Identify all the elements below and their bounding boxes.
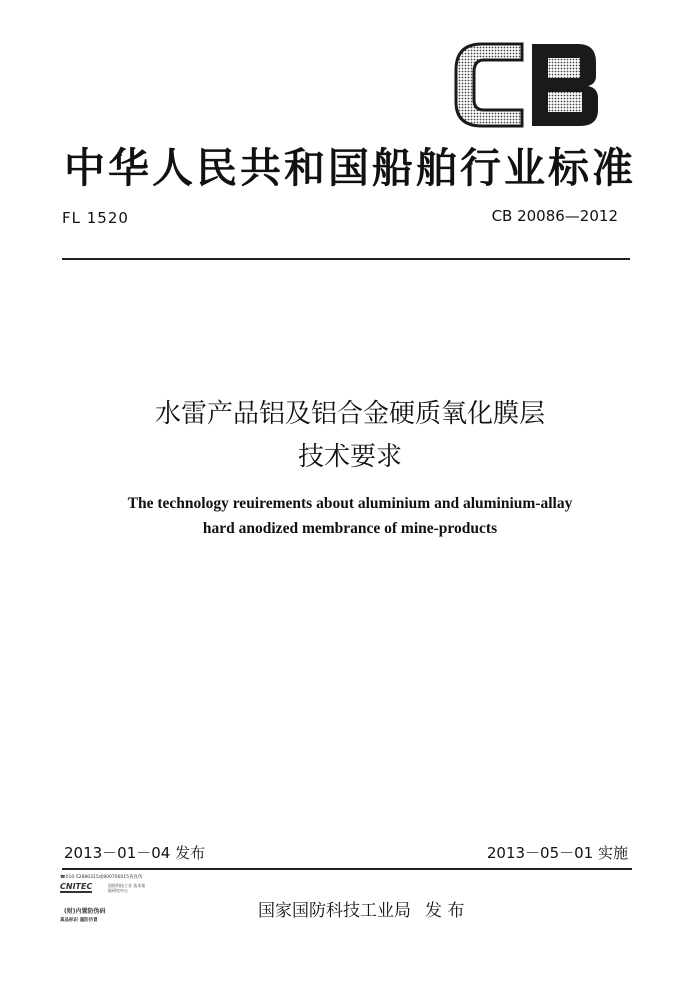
chinese-title-line2: 技术要求 [297, 442, 402, 472]
bottom-divider [62, 868, 632, 870]
top-divider [62, 258, 630, 260]
issue-date: 2013－01－04 发布 [64, 844, 206, 862]
stamp-line1: ☎010-52880315或800706015查真伪 [60, 875, 143, 880]
classification-code: FL 1520 [62, 209, 129, 227]
stamp-line4: 真品标识 谨防仿冒 [60, 918, 98, 923]
english-title-line1: The technology reuirements about aluminium and aluminium-allay [127, 495, 573, 512]
chinese-title-line1: 水雷产品铝及铝合金硬质氧化膜层 [154, 399, 545, 429]
stamp-line3: (财)内置防伪码 [64, 908, 106, 915]
publish-word: 发 布 [425, 901, 465, 921]
stamp-brand: CNITEC [60, 882, 93, 891]
publisher-name: 国家国防科技工业局 [258, 901, 411, 921]
cb-logo-graphic [452, 40, 602, 130]
publisher [258, 896, 464, 921]
english-title-line2: hard anodized membrance of mine-products [202, 520, 498, 537]
standard-title: 中华人民共和国船舶行业标准 [64, 144, 636, 192]
standard-number: CB 20086—2012 [491, 207, 618, 225]
cb-logo [452, 40, 602, 130]
anti-counterfeit-stamp [60, 874, 150, 934]
implementation-date: 2013－05－01 实施 [486, 844, 628, 862]
stamp-brand-caption: 国防科技工业 技术基础研究中心 [108, 883, 146, 893]
